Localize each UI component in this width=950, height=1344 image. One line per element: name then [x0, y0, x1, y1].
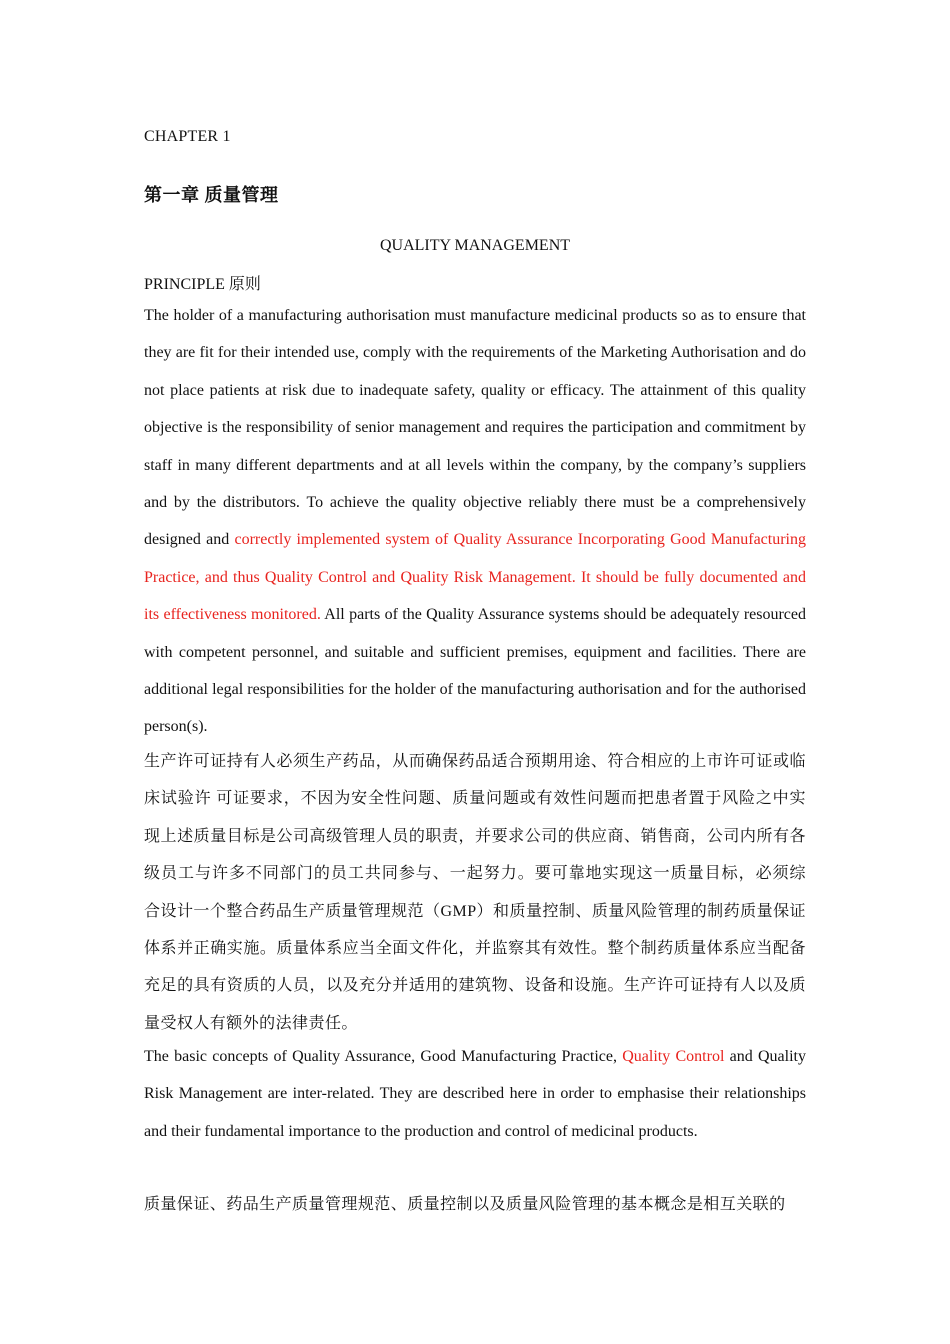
- highlighted-text: Quality Control: [622, 1048, 725, 1065]
- principle-heading: PRINCIPLE 原则: [144, 276, 261, 293]
- chapter-label: CHAPTER 1: [144, 128, 231, 145]
- chinese-chapter-title: 第一章 质量管理: [144, 185, 279, 205]
- paragraph-text: The basic concepts of Quality Assurance, Good Manufacturing Practice,: [144, 1048, 623, 1065]
- concepts-paragraph-chinese: 质量保证、药品生产质量管理规范、质量控制以及质量风险管理的基本概念是相互关联的: [144, 1196, 786, 1213]
- principle-paragraph-chinese: 生产许可证持有人必须生产药品，从而确保药品适合预期用途、符合相应的上市许可证或临床试验许 可证要求，不因为安全性问题、质量问题或有效性问题而把患者置于风险之中实现上述质量目标是公司高级管理人员的职责，并要求公司的供应商、销售商，公司内所有各级员工与许多不同部门的员工共同参与、一起努力。要可靠地实现这一质量目标，必须综 合设计一个整合药品生产质量管理规范（GMP）和质量控制、质量风险管理的制药质量保证体系并正确实施。质量体系应当全面文件化，并监察其有效性。整个制药质量体系应当配备充足的具有资质的人员，以及充分并适用的建筑物、设备和设施。生产许可证持有人以及质量受权人有额外的法律责任。: [144, 753, 806, 1032]
- concepts-paragraph-english: [144, 1038, 806, 1150]
- paragraph-text: and Quality Risk Management are inter-related. They are described here in order to emphasise their relationships and their fundamental importance to the production and control of medicinal products.: [144, 1048, 806, 1140]
- paragraph-text: The holder of a manufacturing authorisation must manufacture medicinal products so as to ensure that they are fit for their intended use, comply with the requirements of the Marketing Authorisation and do not place patients at risk due to inadequate safety, quality or efficacy. The attainment of this quality objective is the responsibility of senior management and requires the participation and commitment by staff in many different departments and at all levels within the company, by the company’s suppliers and by the distributors. To achieve the quality objective reliably there must be a comprehensively designed and: [144, 307, 806, 549]
- highlighted-text: correctly implemented system of Quality Assurance Incorporating Good Manufacturing Practice, and thus Quality Control and Quality Risk Management. It should be fully documented and its effectiveness monitored.: [144, 531, 806, 624]
- paragraph-text: All parts of the Quality Assurance systems should be adequately resourced with competent personnel, and suitable and sufficient premises, equipment and facilities. There are additional legal responsibilities for the holder of the manufacturing authorisation and for the authorised person(s).: [144, 606, 806, 736]
- english-chapter-title: QUALITY MANAGEMENT: [379, 237, 571, 254]
- principle-paragraph-english: [144, 297, 806, 746]
